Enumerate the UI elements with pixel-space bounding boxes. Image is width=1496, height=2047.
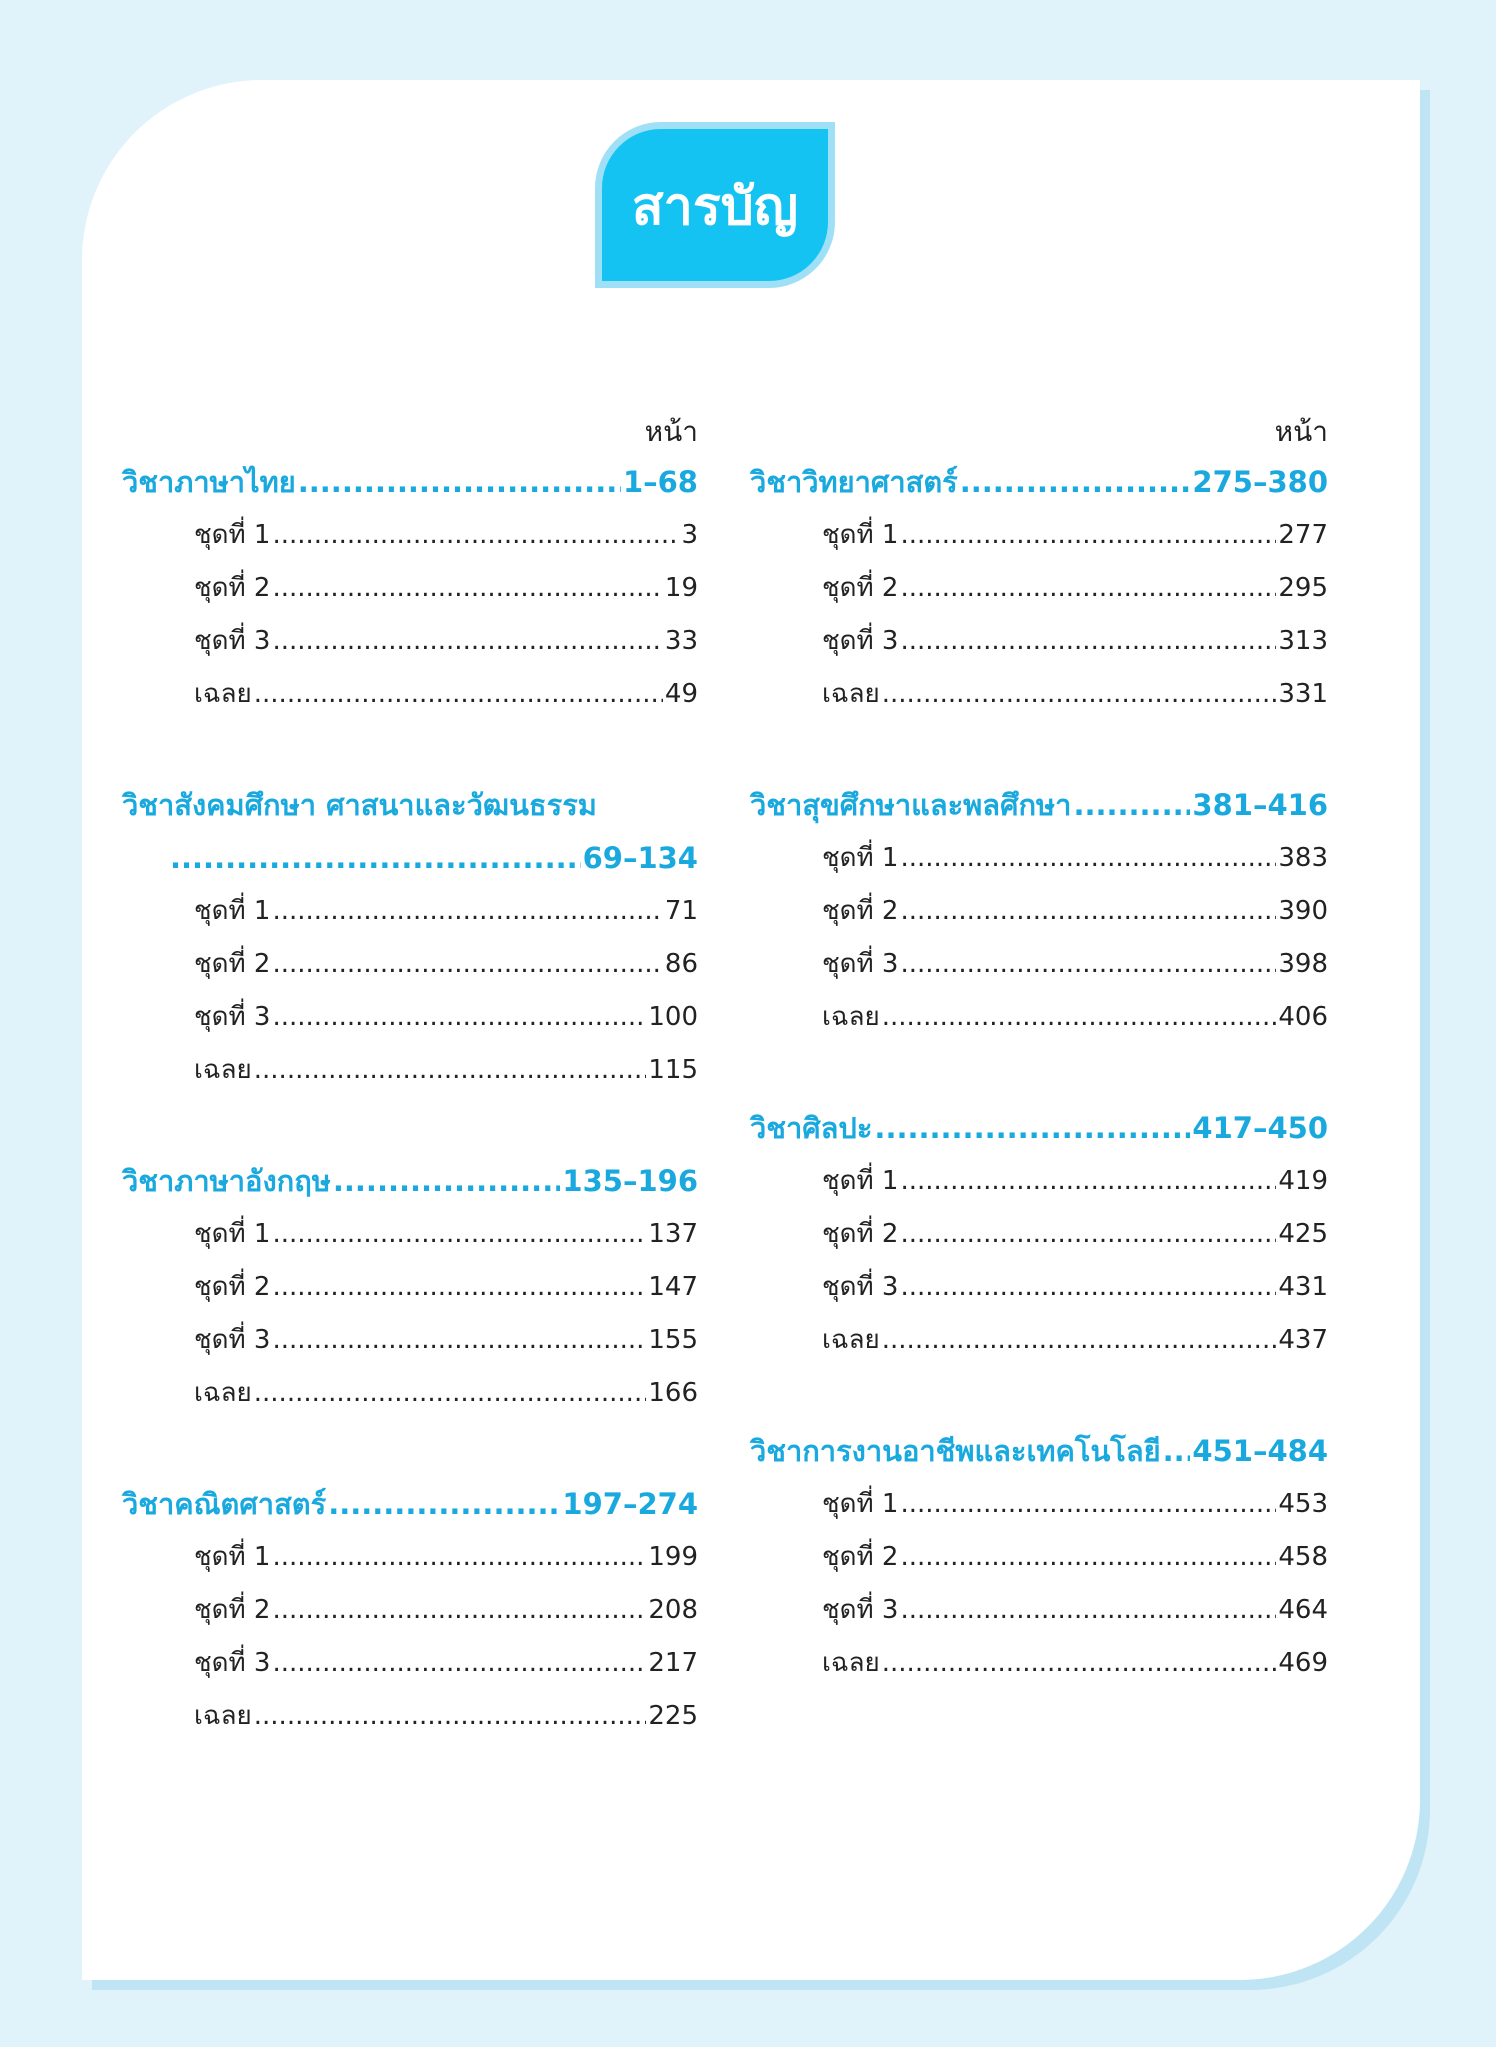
toc-entry[interactable] [750, 1208, 1328, 1261]
entry-page: 199 [648, 1542, 698, 1572]
entry-page: 208 [648, 1595, 698, 1625]
entry-label: เฉลย [194, 1378, 252, 1408]
toc-entry[interactable] [750, 1637, 1328, 1690]
entry-label: เฉลย [194, 679, 252, 709]
toc-section [122, 779, 698, 1097]
entry-page: 115 [648, 1055, 698, 1085]
leader-dots [960, 456, 1191, 509]
subject-title: วิชาวิทยาศาสตร์ [750, 465, 958, 499]
subject-page-range: 417–450 [1192, 1111, 1328, 1145]
leader-dots [900, 509, 1276, 562]
entry-page: 277 [1278, 520, 1328, 550]
entry-label: ชุดที่ 3 [822, 1272, 899, 1302]
toc-section [122, 1478, 698, 1743]
entry-page: 383 [1278, 843, 1328, 873]
leader-dots [900, 832, 1276, 885]
entry-page: 155 [648, 1325, 698, 1355]
entry-label: เฉลย [194, 1701, 252, 1731]
toc-entry[interactable] [122, 1531, 698, 1584]
entry-label: ชุดที่ 2 [194, 573, 271, 603]
entry-page: 419 [1278, 1166, 1328, 1196]
subject-title: วิชาการงานอาชีพและเทคโนโลยี [750, 1434, 1161, 1468]
entry-label: ชุดที่ 3 [194, 1325, 271, 1355]
leader-dots [254, 668, 663, 721]
entry-label: ชุดที่ 3 [822, 949, 899, 979]
subject-page-range: 197–274 [562, 1487, 698, 1521]
toc-entry[interactable] [750, 1314, 1328, 1367]
leader-dots [882, 1314, 1277, 1367]
subject-page-range: 135–196 [562, 1164, 698, 1198]
subject-title: วิชาภาษาอังกฤษ [122, 1164, 331, 1198]
entry-label: ชุดที่ 1 [194, 896, 271, 926]
entry-page: 217 [648, 1648, 698, 1678]
toc-subject[interactable] [750, 456, 1328, 509]
entry-page: 3 [681, 520, 698, 550]
entry-page: 49 [664, 679, 698, 709]
page-column-header: หน้า [1274, 415, 1328, 448]
entry-label: ชุดที่ 2 [822, 896, 899, 926]
toc-entry[interactable] [122, 885, 698, 938]
entry-label: ชุดที่ 2 [194, 949, 271, 979]
toc-entry[interactable] [122, 1584, 698, 1637]
entry-label: ชุดที่ 1 [822, 843, 899, 873]
entry-page: 406 [1278, 1002, 1328, 1032]
entry-page: 71 [664, 896, 698, 926]
entry-label: ชุดที่ 2 [194, 1272, 271, 1302]
toc-subject[interactable] [750, 779, 1328, 832]
toc-subject[interactable] [750, 1425, 1328, 1478]
toc-section [750, 456, 1328, 721]
entry-page: 295 [1278, 573, 1328, 603]
toc-entry[interactable] [750, 1531, 1328, 1584]
entry-page: 453 [1278, 1489, 1328, 1519]
entry-page: 464 [1278, 1595, 1328, 1625]
toc-entry[interactable] [750, 1584, 1328, 1637]
toc-right-column [750, 408, 1328, 1748]
leader-dots [900, 1261, 1276, 1314]
toc-subject[interactable] [122, 456, 698, 509]
toc-entry[interactable] [122, 1044, 698, 1097]
subject-title: วิชาภาษาไทย [122, 465, 296, 499]
entry-label: ชุดที่ 3 [822, 1595, 899, 1625]
toc-entry[interactable] [750, 1478, 1328, 1531]
leader-dots [272, 1208, 646, 1261]
subject-title: วิชาสุขศึกษาและพลศึกษา [750, 788, 1072, 822]
toc-entry[interactable] [750, 1155, 1328, 1208]
entry-label: ชุดที่ 2 [822, 573, 899, 603]
entry-label: ชุดที่ 3 [194, 1002, 271, 1032]
entry-page: 431 [1278, 1272, 1328, 1302]
leader-dots [272, 1531, 646, 1584]
leader-dots [882, 668, 1277, 721]
leader-dots [882, 991, 1277, 1044]
toc-entry[interactable] [750, 991, 1328, 1044]
toc-entry[interactable] [122, 938, 698, 991]
entry-label: เฉลย [822, 679, 880, 709]
entry-label: เฉลย [822, 1325, 880, 1355]
leader-dots [272, 991, 646, 1044]
leader-dots [272, 885, 662, 938]
leader-dots [170, 832, 581, 885]
leader-dots [254, 1690, 647, 1743]
leader-dots [272, 562, 662, 615]
entry-page: 137 [648, 1219, 698, 1249]
subject-title: วิชาคณิตศาสตร์ [122, 1487, 327, 1521]
toc-subject[interactable] [122, 1155, 698, 1208]
leader-dots [900, 938, 1276, 991]
entry-page: 425 [1278, 1219, 1328, 1249]
toc-entry[interactable] [122, 991, 698, 1044]
entry-label: ชุดที่ 3 [822, 626, 899, 656]
entry-page: 390 [1278, 896, 1328, 926]
toc-subject[interactable] [122, 779, 698, 832]
subject-title: วิชาศิลปะ [750, 1111, 873, 1145]
entry-page: 469 [1278, 1648, 1328, 1678]
toc-entry[interactable] [750, 885, 1328, 938]
entry-label: ชุดที่ 1 [822, 1489, 899, 1519]
leader-dots [900, 1155, 1276, 1208]
entry-page: 313 [1278, 626, 1328, 656]
toc-entry[interactable] [122, 615, 698, 668]
entry-page: 147 [648, 1272, 698, 1302]
entry-label: เฉลย [194, 1055, 252, 1085]
leader-dots [272, 1637, 646, 1690]
toc-entry[interactable] [750, 832, 1328, 885]
leader-dots [272, 1314, 646, 1367]
leader-dots [900, 1584, 1276, 1637]
entry-page: 398 [1278, 949, 1328, 979]
entry-label: ชุดที่ 2 [822, 1219, 899, 1249]
leader-dots [900, 1531, 1276, 1584]
subject-page-range: 1–68 [622, 465, 698, 499]
toc-entry[interactable] [122, 562, 698, 615]
toc-section [750, 1102, 1328, 1367]
leader-dots [874, 1102, 1190, 1155]
leader-dots [900, 615, 1276, 668]
leader-dots [333, 1155, 561, 1208]
entry-page: 458 [1278, 1542, 1328, 1572]
toc-entry[interactable] [122, 1690, 698, 1743]
entry-label: ชุดที่ 3 [194, 626, 271, 656]
toc-section [750, 779, 1328, 1044]
toc-entry[interactable] [750, 668, 1328, 721]
entry-page: 166 [648, 1378, 698, 1408]
leader-dots [328, 1478, 560, 1531]
toc-subject-continuation[interactable] [122, 832, 698, 885]
page-title-text: สารบัญ [631, 176, 799, 237]
entry-label: ชุดที่ 1 [194, 1542, 271, 1572]
toc-subject[interactable] [122, 1478, 698, 1531]
leader-dots [1073, 779, 1190, 832]
toc-subject[interactable] [750, 1102, 1328, 1155]
toc-entry[interactable] [122, 1261, 698, 1314]
leader-dots [882, 1637, 1277, 1690]
entry-label: ชุดที่ 1 [822, 520, 899, 550]
leader-dots [254, 1367, 647, 1420]
leader-dots [900, 885, 1276, 938]
entry-label: ชุดที่ 2 [194, 1595, 271, 1625]
toc-entry[interactable] [122, 1637, 698, 1690]
toc-left-column [122, 408, 698, 1801]
entry-page: 225 [648, 1701, 698, 1731]
entry-label: ชุดที่ 1 [194, 1219, 271, 1249]
toc-entry[interactable] [750, 615, 1328, 668]
leader-dots [298, 456, 621, 509]
leader-dots [272, 615, 662, 668]
entry-page: 86 [664, 949, 698, 979]
entry-page: 437 [1278, 1325, 1328, 1355]
toc-entry[interactable] [122, 1208, 698, 1261]
toc-entry[interactable] [122, 1314, 698, 1367]
entry-label: เฉลย [822, 1002, 880, 1032]
toc-entry[interactable] [750, 938, 1328, 991]
toc-entry[interactable] [122, 509, 698, 562]
leader-dots [900, 562, 1276, 615]
leader-dots [272, 509, 679, 562]
subject-page-range: 69–134 [582, 841, 698, 875]
leader-dots [1163, 1425, 1191, 1478]
subject-title: วิชาสังคมศึกษา ศาสนาและวัฒนธรรม [122, 788, 597, 822]
toc-entry[interactable] [122, 668, 698, 721]
entry-page: 100 [648, 1002, 698, 1032]
toc-entry[interactable] [750, 1261, 1328, 1314]
toc-entry[interactable] [750, 509, 1328, 562]
subject-page-range: 381–416 [1192, 788, 1328, 822]
toc-section [122, 1155, 698, 1420]
entry-page: 331 [1278, 679, 1328, 709]
leader-dots [272, 1584, 646, 1637]
entry-label: เฉลย [822, 1648, 880, 1678]
entry-label: ชุดที่ 2 [822, 1542, 899, 1572]
toc-section [122, 456, 698, 721]
leader-dots [272, 938, 662, 991]
leader-dots [254, 1044, 647, 1097]
entry-page: 19 [664, 573, 698, 603]
page-title [595, 122, 835, 288]
entry-label: ชุดที่ 1 [822, 1166, 899, 1196]
leader-dots [272, 1261, 646, 1314]
entry-label: ชุดที่ 3 [194, 1648, 271, 1678]
toc-section [750, 1425, 1328, 1690]
subject-page-range: 275–380 [1192, 465, 1328, 499]
entry-label: ชุดที่ 1 [194, 520, 271, 550]
toc-entry[interactable] [122, 1367, 698, 1420]
leader-dots [900, 1208, 1276, 1261]
subject-page-range: 451–484 [1192, 1434, 1328, 1468]
leader-dots [900, 1478, 1276, 1531]
toc-entry[interactable] [750, 562, 1328, 615]
page-column-header: หน้า [644, 415, 698, 448]
entry-page: 33 [664, 626, 698, 656]
